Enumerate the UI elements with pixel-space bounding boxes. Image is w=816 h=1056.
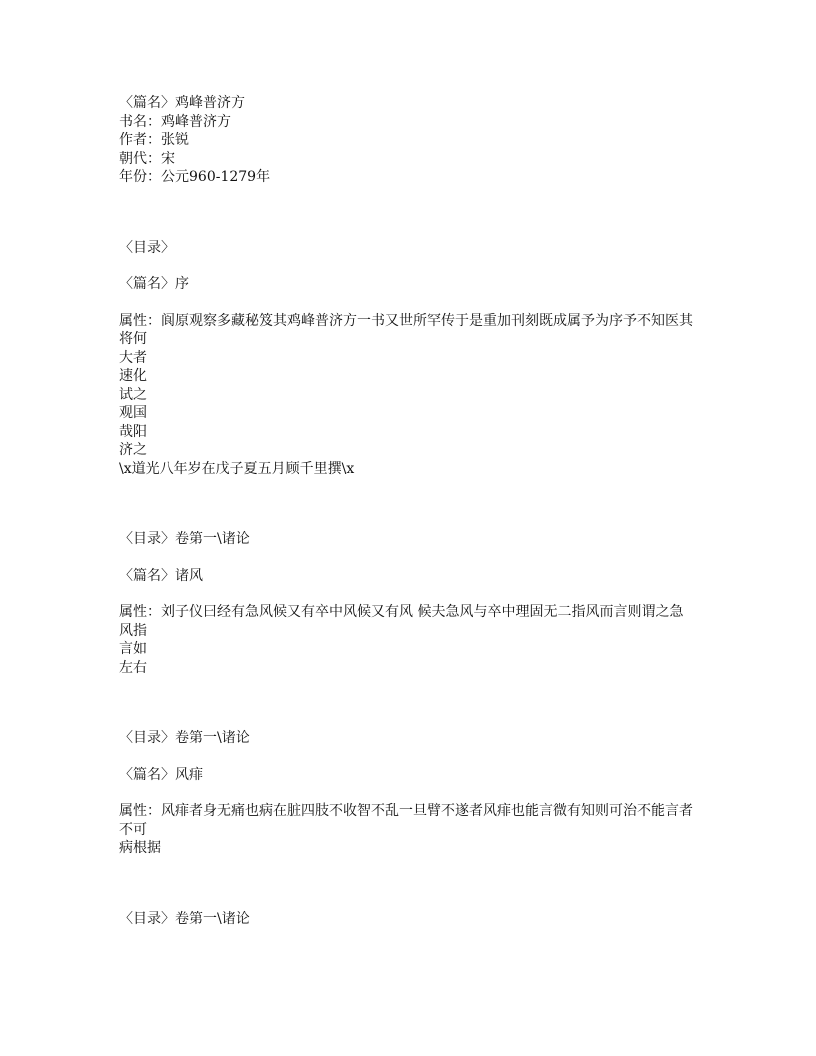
section-shu-xing-line: 速化 bbox=[119, 368, 147, 384]
section-shu-xing-line: 风指 bbox=[119, 622, 147, 639]
section-shu-xing-line: 哉阳 bbox=[119, 423, 147, 440]
header-pian-ming: 〈篇名〉鸡峰普济方 bbox=[119, 95, 245, 111]
section-shu-xing-line: 属性：刘子仪曰经有急风候又有卒中风候又有风 候夫急风与卒中理固无二指风而言则谓之急 bbox=[119, 604, 684, 620]
section-shu-xing-line: 属性：阆原观察多藏秘笈其鸡峰普济方一书又世所罕传于是重加刊刻既成属予为序予不知医其 bbox=[119, 312, 693, 329]
section-shu-xing-line: 试之 bbox=[119, 386, 147, 403]
header-shu-ming: 书名：鸡峰普济方 bbox=[119, 113, 231, 130]
header-zuo-zhe: 作者：张锐 bbox=[119, 132, 189, 148]
section-pian-ming: 〈篇名〉风痱 bbox=[119, 766, 203, 783]
section-shu-xing-line: \x道光八年岁在戊子夏五月顾千里撰\x bbox=[119, 460, 355, 477]
section-pian-ming: 〈篇名〉序 bbox=[119, 276, 189, 292]
section-zhu-feng bbox=[119, 530, 709, 677]
section-shu-xing-line: 不可 bbox=[119, 821, 147, 838]
section-shu-xing-line: 将何 bbox=[119, 331, 147, 347]
section-shu-xing-line: 济之 bbox=[119, 442, 147, 458]
section-pian-ming: 〈篇名〉诸风 bbox=[119, 567, 203, 584]
section-feng-fei bbox=[119, 729, 709, 858]
section-mulu: 〈目录〉卷第一\诸论 bbox=[119, 910, 250, 927]
section-shu-xing-line: 病根据 bbox=[119, 840, 161, 856]
header-nian-fen: 年份：公元960-1279年 bbox=[119, 169, 271, 185]
section-shu-xing-line: 属性：风痱者身无痛也病在脏四肢不收智不乱一旦臂不遂者风痱也能言微有知则可治不能言者 bbox=[119, 803, 693, 819]
section-next bbox=[119, 910, 709, 929]
header-chao-dai: 朝代：宋 bbox=[119, 150, 175, 167]
section-mulu: 〈目录〉卷第一\诸论 bbox=[119, 730, 250, 746]
section-shu-xing-line: 言如 bbox=[119, 641, 147, 657]
document-header bbox=[119, 94, 709, 187]
section-shu-xing-line: 左右 bbox=[119, 659, 147, 676]
section-mulu: 〈目录〉卷第一\诸论 bbox=[119, 531, 250, 547]
document-page bbox=[119, 94, 709, 928]
section-shu-xing-line: 大者 bbox=[119, 349, 147, 366]
section-shu-xing-line: 观国 bbox=[119, 405, 147, 421]
section-mulu: 〈目录〉 bbox=[119, 239, 175, 256]
section-xu bbox=[119, 239, 709, 479]
